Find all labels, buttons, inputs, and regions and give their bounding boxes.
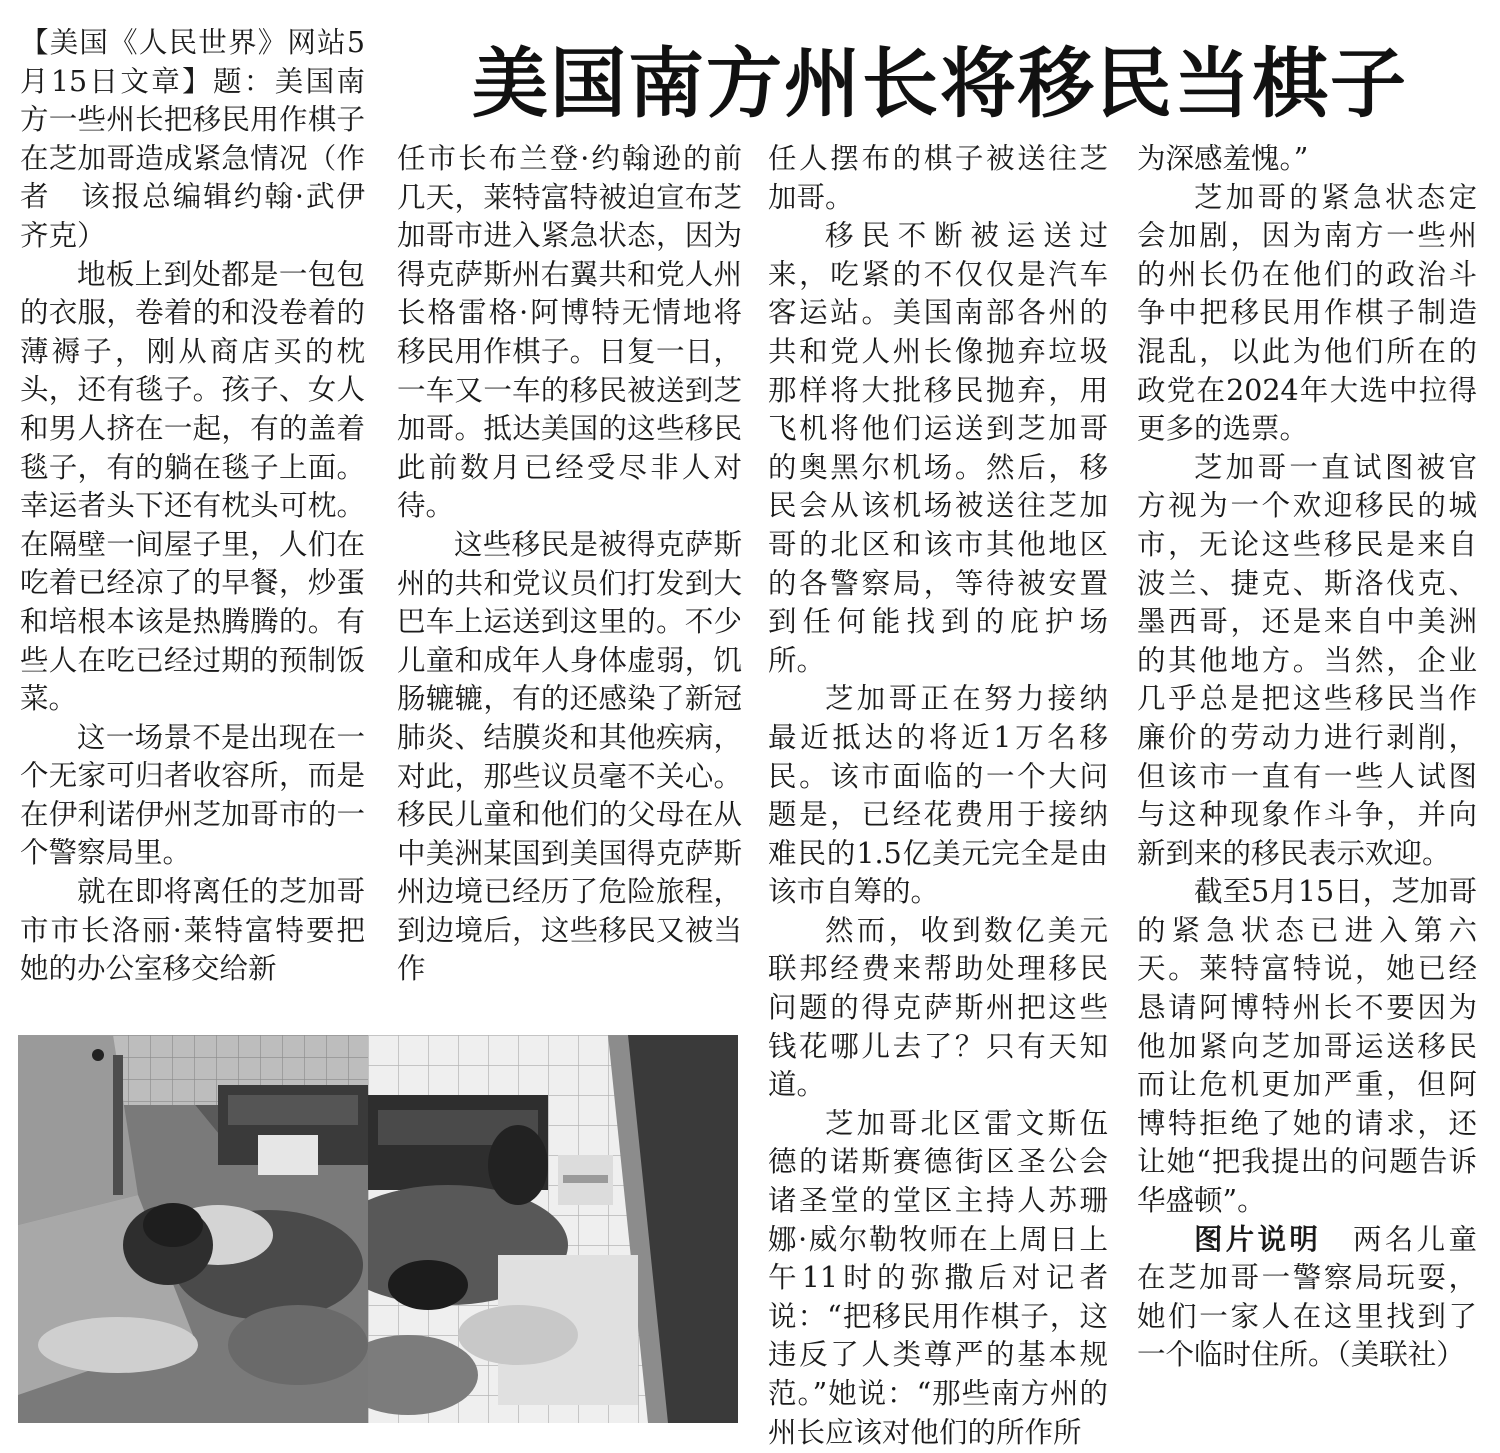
paragraph: 芝加哥北区雷文斯伍德的诺斯赛德街区圣公会诸圣堂的堂区主持人苏珊娜·威尔勒牧师在上周日上午11时的弥撒后对记者说：“把移民用作棋子，这违反了人类尊严的基本规范。”她说：“那些南方州的州长应该对他们的所作所	[768, 1106, 1108, 1449]
paragraph: 这一场景不是出现在一个无家可归者收容所，而是在伊利诺伊州芝加哥市的一个警察局里。	[20, 720, 365, 870]
news-photo-left	[18, 1035, 368, 1423]
paragraph: 截至5月15日，芝加哥的紧急状态已进入第六天。莱特富特说，她已经恳请阿博特州长不要因为他加紧向芝加哥运送移民而让危机更加严重，但阿博特拒绝了她的请求，还让她“把我提出的问题告诉华盛顿”。	[1137, 875, 1477, 1218]
paragraph-continued: 任市长布兰登·约翰逊的前几天，莱特富特被迫宣布芝加哥市进入紧急状态，因为得克萨斯州右翼共和党人州长格雷格·阿博特无情地将移民用作棋子。日复一日，一车又一车的移民被送到芝加哥。抵达美国的这些移民此前数月已经受尽非人对待。	[397, 142, 742, 523]
paragraph: 芝加哥的紧急状态定会加剧，因为南方一些州的州长仍在他们的政治斗争中把移民用作棋子制造混乱，以此为他们所在的政党在2024年大选中拉得更多的选票。	[1137, 180, 1477, 446]
paragraph: 这些移民是被得克萨斯州的共和党议员们打发到大巴车上运送到这里的。不少儿童和成年人身体虚弱，饥肠辘辘，有的还感染了新冠肺炎、结膜炎和其他疾病，对此，那些议员毫不关心。移民儿童和他们的父母在从中美洲某国到美国得克萨斯州边境已经历了危险旅程，到边境后，这些移民又被当作	[397, 527, 742, 986]
paragraph: 芝加哥一直试图被官方视为一个欢迎移民的城市，无论这些移民是来自波兰、捷克、斯洛伐克、墨西哥，还是来自中美洲的其他地方。当然，企业几乎总是把这些移民当作廉价的劳动力进行剥削，但该市一直有一些人试图与这种现象作斗争，并向新到来的移民表示欢迎。	[1137, 450, 1477, 870]
paragraph: 就在即将离任的芝加哥市市长洛丽·莱特富特要把她的办公室移交给新	[20, 875, 365, 986]
photo-scene-left	[18, 1035, 368, 1423]
column-1	[20, 24, 365, 989]
paragraph: 移民不断被运送过来，吃紧的不仅仅是汽车客运站。美国南部各州的共和党人州长像抛弃垃圾那样将大批移民抛弃，用飞机将他们运送到芝加哥的奥黑尔机场。然后，移民会从该机场被送往芝加哥的北区和该市其他地区的各警察局，等待被安置到任何能找到的庇护场所。	[768, 219, 1108, 677]
column-3	[768, 140, 1108, 1452]
paragraph: 地板上到处都是一包包的衣服，卷着的和没卷着的薄褥子，刚从商店买的枕头，还有毯子。孩子、女人和男人挤在一起，有的盖着毯子，有的躺在毯子上面。幸运者头下还有枕头可枕。在隔壁一间屋子里，人们在吃着已经凉了的早餐，炒蛋和培根本该是热腾腾的。有些人在吃已经过期的预制饭菜。	[20, 257, 365, 716]
column-2	[397, 140, 742, 989]
paragraph-continued: 为深感羞愧。”	[1137, 142, 1309, 175]
paragraph-continued: 任人摆布的棋子被送往芝加哥。	[768, 142, 1108, 214]
column-4	[1137, 140, 1477, 1375]
article-intro: 【美国《人民世界》网站5月15日文章】题：美国南方一些州长把移民用作棋子在芝加哥造成紧急情况（作者 该报总编辑约翰·武伊齐克）	[20, 26, 365, 252]
caption-text: 两名儿童在芝加哥一警察局玩耍，她们一家人在这里找到了一个临时住所。（美联社）	[1137, 1222, 1477, 1372]
caption-label: 图片说明	[1194, 1222, 1322, 1256]
news-photo-right	[368, 1035, 738, 1423]
article-headline: 美国南方州长将移民当棋子	[472, 39, 1408, 128]
paragraph: 芝加哥正在努力接纳最近抵达的将近1万名移民。该市面临的一个大问题是，已经花费用于接纳难民的1.5亿美元完全是由该市自筹的。	[768, 682, 1108, 909]
photo-scene-right	[368, 1035, 738, 1423]
photo-caption	[1137, 1221, 1477, 1375]
paragraph: 然而，收到数亿美元联邦经费来帮助处理移民问题的得克萨斯州把这些钱花哪儿去了？只有天知道。	[768, 913, 1108, 1102]
